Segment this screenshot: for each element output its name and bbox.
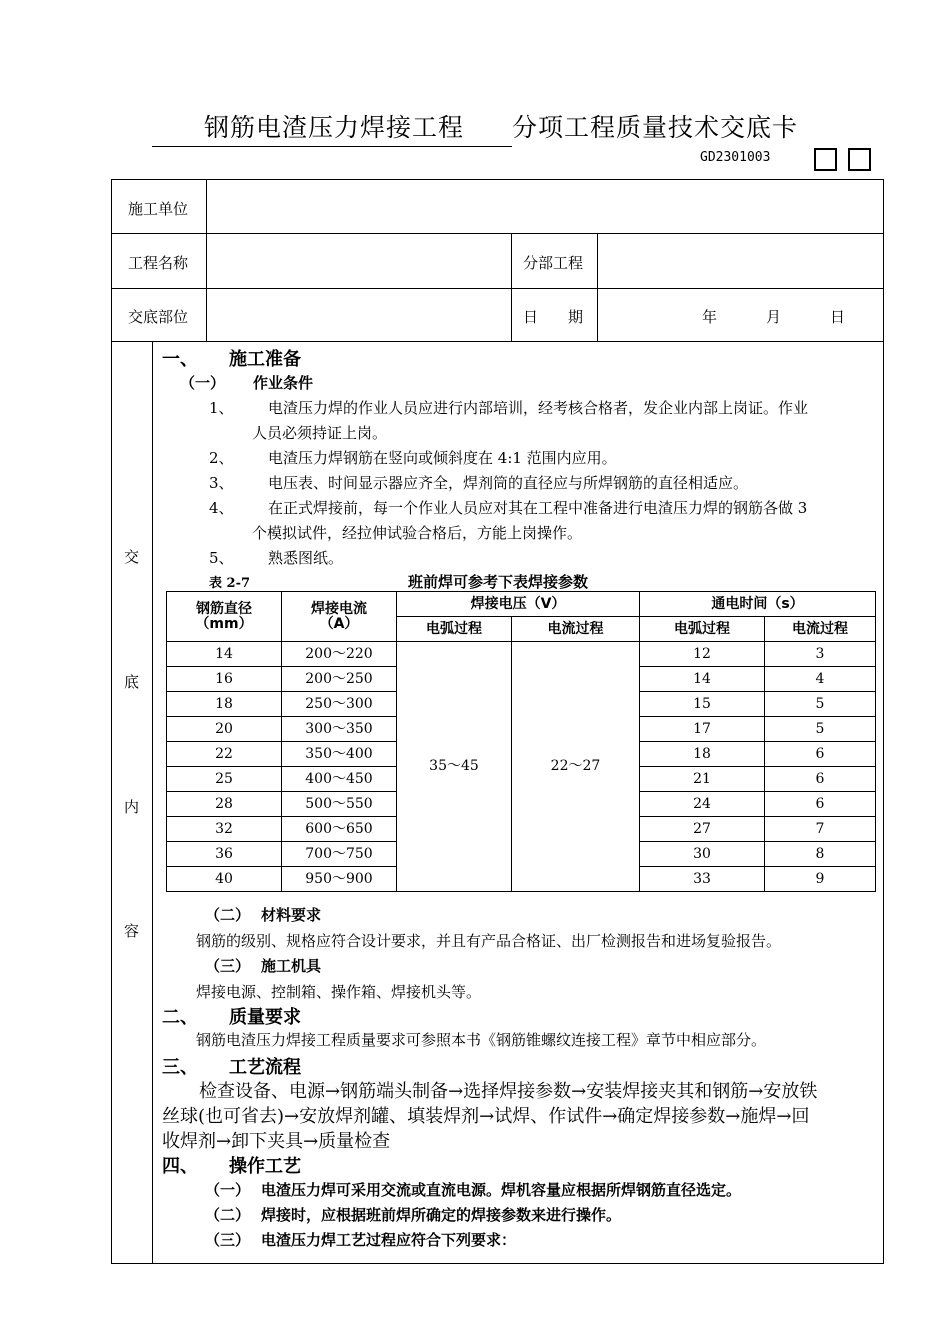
s3-flow-line: 丝球(也可省去)→安放焊剂罐、填装焊剂→试焊、作试件→确定焊接参数→施焊→回 bbox=[162, 1106, 810, 1127]
item-text: 人员必须持证上岗。 bbox=[252, 424, 388, 442]
cell-time-arc: 33 bbox=[640, 867, 765, 892]
cell-current: 350～400 bbox=[282, 742, 397, 767]
s1a-title: 作业条件 bbox=[253, 374, 314, 392]
doc-code: GD2301003 bbox=[700, 150, 771, 165]
col-divider bbox=[511, 233, 512, 341]
cell-diameter: 36 bbox=[167, 842, 282, 867]
title-rest: 分项工程质量技术交底卡 bbox=[512, 113, 799, 142]
cell-current: 500～550 bbox=[282, 792, 397, 817]
s1c-title: 施工机具 bbox=[261, 957, 322, 975]
row-divider bbox=[111, 233, 884, 234]
item-text: 电渣压力焊的作业人员应进行内部培训，经考核合格者，发企业内部上岗证。作业 bbox=[268, 399, 809, 417]
cell-diameter: 18 bbox=[167, 692, 282, 717]
cell-diameter: 22 bbox=[167, 742, 282, 767]
checkbox-2[interactable] bbox=[848, 148, 871, 171]
year-label: 年 bbox=[702, 308, 718, 326]
cell-time-current: 7 bbox=[765, 817, 876, 842]
side-char: 交 bbox=[124, 548, 140, 566]
s1c-text: 焊接电源、控制箱、操作箱、焊接机头等。 bbox=[196, 983, 482, 1001]
s4-item-text: 电渣压力焊可采用交流或直流电源。焊机容量应根据所焊钢筋直径选定。 bbox=[261, 1181, 742, 1199]
cell-diameter: 25 bbox=[167, 767, 282, 792]
item-text: 电压表、时间显示器应齐全，焊剂筒的直径应与所焊钢筋的直径相适应。 bbox=[268, 474, 749, 492]
cell-time-current: 5 bbox=[765, 692, 876, 717]
s4-item-num: （一） bbox=[205, 1181, 251, 1199]
cell-time-arc: 24 bbox=[640, 792, 765, 817]
welding-parameter-table bbox=[166, 591, 876, 892]
item-text: 个模拟试件，经拉伸试验合格后，方能上岗操作。 bbox=[252, 524, 583, 542]
item-num: 5、 bbox=[209, 549, 234, 567]
cell-time-arc: 30 bbox=[640, 842, 765, 867]
s4-item-num: （二） bbox=[205, 1206, 251, 1224]
s1b-text: 钢筋的级别、规格应符合设计要求，并且有产品合格证、出厂检测报告和进场复验报告。 bbox=[196, 932, 782, 950]
s3-num: 三、 bbox=[162, 1057, 198, 1078]
cell-time-current: 6 bbox=[765, 767, 876, 792]
cell-time-arc: 14 bbox=[640, 667, 765, 692]
s1b-num: （二） bbox=[205, 906, 251, 924]
item-num: 1、 bbox=[209, 399, 234, 417]
cell-diameter: 16 bbox=[167, 667, 282, 692]
month-label: 月 bbox=[766, 308, 782, 326]
s1b-title: 材料要求 bbox=[261, 906, 322, 924]
cell-current: 400～450 bbox=[282, 767, 397, 792]
s1a-num: （一） bbox=[180, 374, 226, 392]
side-char: 内 bbox=[124, 798, 140, 816]
cell-time-current: 9 bbox=[765, 867, 876, 892]
row-divider bbox=[111, 288, 884, 289]
side-char: 底 bbox=[124, 673, 140, 691]
cell-current: 300～350 bbox=[282, 717, 397, 742]
s3-flow-line: 收焊剂→卸下夹具→质量检查 bbox=[162, 1131, 391, 1152]
s3-flow-line: 检查设备、电源→钢筋端头制备→选择焊接参数→安装焊接夹其和钢筋→安放铁 bbox=[199, 1081, 818, 1102]
cell-time-arc: 12 bbox=[640, 642, 765, 667]
item-num: 2、 bbox=[209, 449, 234, 467]
cell-time-current: 5 bbox=[765, 717, 876, 742]
side-char: 容 bbox=[124, 922, 140, 940]
s4-item-text: 电渣压力焊工艺过程应符合下列要求： bbox=[261, 1231, 517, 1249]
cell-diameter: 32 bbox=[167, 817, 282, 842]
cell-time-arc: 21 bbox=[640, 767, 765, 792]
header-diameter: 钢筋直径 （mm） bbox=[167, 592, 282, 642]
cell-diameter: 40 bbox=[167, 867, 282, 892]
item-text: 在正式焊接前，每一个作业人员应对其在工程中准备进行电渣压力焊的钢筋各做 3 bbox=[268, 499, 808, 517]
sub-header: 电弧过程 bbox=[397, 617, 512, 642]
s2-num: 二、 bbox=[162, 1007, 198, 1028]
cell-time-current: 6 bbox=[765, 742, 876, 767]
header-time: 通电时间（s） bbox=[640, 592, 876, 617]
cell-time-arc: 27 bbox=[640, 817, 765, 842]
col-divider bbox=[152, 341, 153, 1264]
cell-voltage-current: 22～27 bbox=[512, 642, 640, 892]
table-row bbox=[167, 642, 876, 667]
page-title bbox=[0, 108, 950, 147]
cell-time-current: 3 bbox=[765, 642, 876, 667]
item-num: 4、 bbox=[209, 499, 234, 517]
s4-title: 操作工艺 bbox=[229, 1156, 301, 1177]
checkbox-1[interactable] bbox=[814, 148, 837, 171]
cell-diameter: 20 bbox=[167, 717, 282, 742]
cell-current: 950～900 bbox=[282, 867, 397, 892]
cell-current: 250～300 bbox=[282, 692, 397, 717]
project-label: 工程名称 bbox=[128, 254, 189, 272]
cell-current: 200～250 bbox=[282, 667, 397, 692]
item-num: 3、 bbox=[209, 474, 234, 492]
s4-item-text: 焊接时，应根据班前焊所确定的焊接参数来进行操作。 bbox=[261, 1206, 622, 1224]
table-header-row bbox=[167, 592, 876, 617]
cell-time-current: 6 bbox=[765, 792, 876, 817]
date-label: 日 期 bbox=[523, 308, 584, 326]
header-current: 焊接电流 （A） bbox=[282, 592, 397, 642]
item-text: 电渣压力焊钢筋在竖向或倾斜度在 4:1 范围内应用。 bbox=[268, 449, 617, 467]
s1-title: 施工准备 bbox=[229, 349, 301, 370]
s1c-num: （三） bbox=[205, 957, 251, 975]
sub-header: 电弧过程 bbox=[640, 617, 765, 642]
s4-item-num: （三） bbox=[205, 1231, 251, 1249]
title-underlined: 钢筋电渣压力焊接工程 bbox=[152, 108, 512, 147]
cell-time-current: 4 bbox=[765, 667, 876, 692]
s4-num: 四、 bbox=[162, 1156, 198, 1177]
s1-num: 一、 bbox=[162, 349, 198, 370]
s3-title: 工艺流程 bbox=[229, 1057, 301, 1078]
table-number: 表 2-7 bbox=[209, 576, 251, 591]
col-divider bbox=[206, 179, 207, 341]
cell-time-arc: 17 bbox=[640, 717, 765, 742]
unit-label: 施工单位 bbox=[128, 200, 189, 218]
cell-current: 600～650 bbox=[282, 817, 397, 842]
cell-current: 200～220 bbox=[282, 642, 397, 667]
table-caption: 班前焊可参考下表焊接参数 bbox=[408, 573, 589, 591]
sub-label: 分部工程 bbox=[523, 254, 584, 272]
s2-title: 质量要求 bbox=[229, 1007, 301, 1028]
cell-voltage-arc: 35～45 bbox=[397, 642, 512, 892]
row-divider bbox=[111, 341, 884, 342]
cell-time-arc: 18 bbox=[640, 742, 765, 767]
cell-diameter: 28 bbox=[167, 792, 282, 817]
item-text: 熟悉图纸。 bbox=[268, 549, 344, 567]
cell-current: 700～750 bbox=[282, 842, 397, 867]
col-divider bbox=[597, 233, 598, 341]
cell-diameter: 14 bbox=[167, 642, 282, 667]
sub-header: 电流过程 bbox=[512, 617, 640, 642]
s2-text: 钢筋电渣压力焊接工程质量要求可参照本书《钢筋锥螺纹连接工程》章节中相应部分。 bbox=[196, 1031, 767, 1049]
cell-time-arc: 15 bbox=[640, 692, 765, 717]
sub-header: 电流过程 bbox=[765, 617, 876, 642]
part-label: 交底部位 bbox=[128, 308, 189, 326]
cell-time-current: 8 bbox=[765, 842, 876, 867]
day-label: 日 bbox=[830, 308, 846, 326]
header-voltage: 焊接电压（V） bbox=[397, 592, 640, 617]
